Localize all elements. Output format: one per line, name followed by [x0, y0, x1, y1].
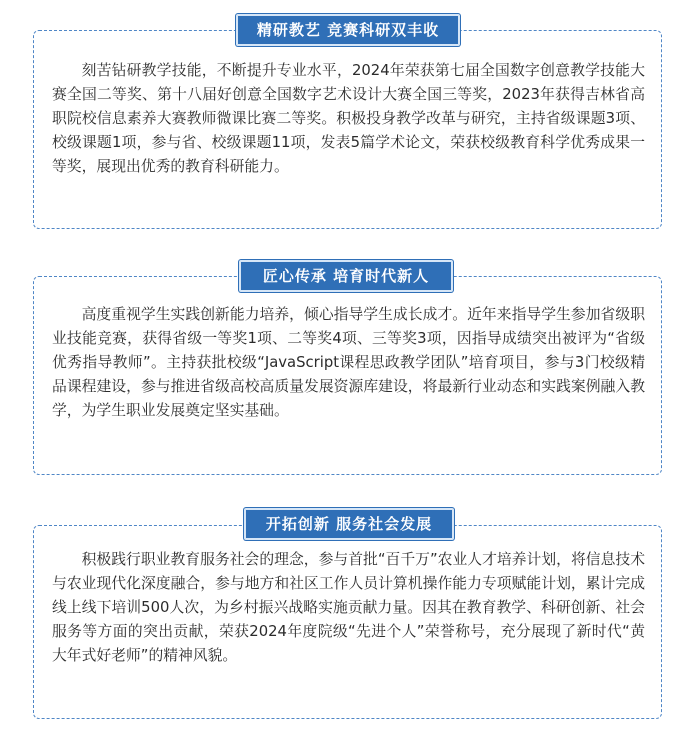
section-body-text: 刻苦钻研教学技能，不断提升专业水平，2024年荣获第七届全国数字创意教学技能大赛全国二等奖、第十八届好创意全国数字艺术设计大赛全国三等奖，2023年获得吉林省高职院校信息素养大赛教师微课比赛二等奖。积极投身教学改革与研究，主持省级课题3项、校级课题1项，参与省、校级课题11项，发表5篇学术论文，荣获校级教育科学优秀成果一等奖，展现出优秀的教育科研能力。 [52, 62, 645, 175]
section-card [33, 30, 662, 229]
section-card [33, 525, 662, 719]
section-heading: 精研教艺 竞赛科研双丰收 [236, 14, 460, 46]
section-body-text: 高度重视学生实践创新能力培养，倾心指导学生成长成才。近年来指导学生参加省级职业技能竞赛，获得省级一等奖1项、二等奖4项、三等奖3项，因指导成绩突出被评为“省级优秀指导教师”。主持获批校级“JavaScript课程思政教学团队”培育项目，参与3门校级精品课程建设，参与推进省级高校高质量发展资源库建设，将最新行业动态和实践案例融入教学，为学生职业发展奠定坚实基础。 [52, 306, 645, 419]
section-card [33, 276, 662, 475]
section-body-text: 积极践行职业教育服务社会的理念，参与首批“百千万”农业人才培养计划，将信息技术与农业现代化深度融合，参与地方和社区工作人员计算机操作能力专项赋能计划，累计完成线上线下培训500人次，为乡村振兴战略实施贡献力量。因其在教育教学、科研创新、社会服务等方面的突出贡献，荣获2024年度院级“先进个人”荣誉称号，充分展现了新时代“黄大年式好老师”的精神风貌。 [52, 551, 645, 664]
section-heading: 开拓创新 服务社会发展 [244, 508, 454, 540]
section-heading: 匠心传承 培育时代新人 [239, 260, 453, 292]
